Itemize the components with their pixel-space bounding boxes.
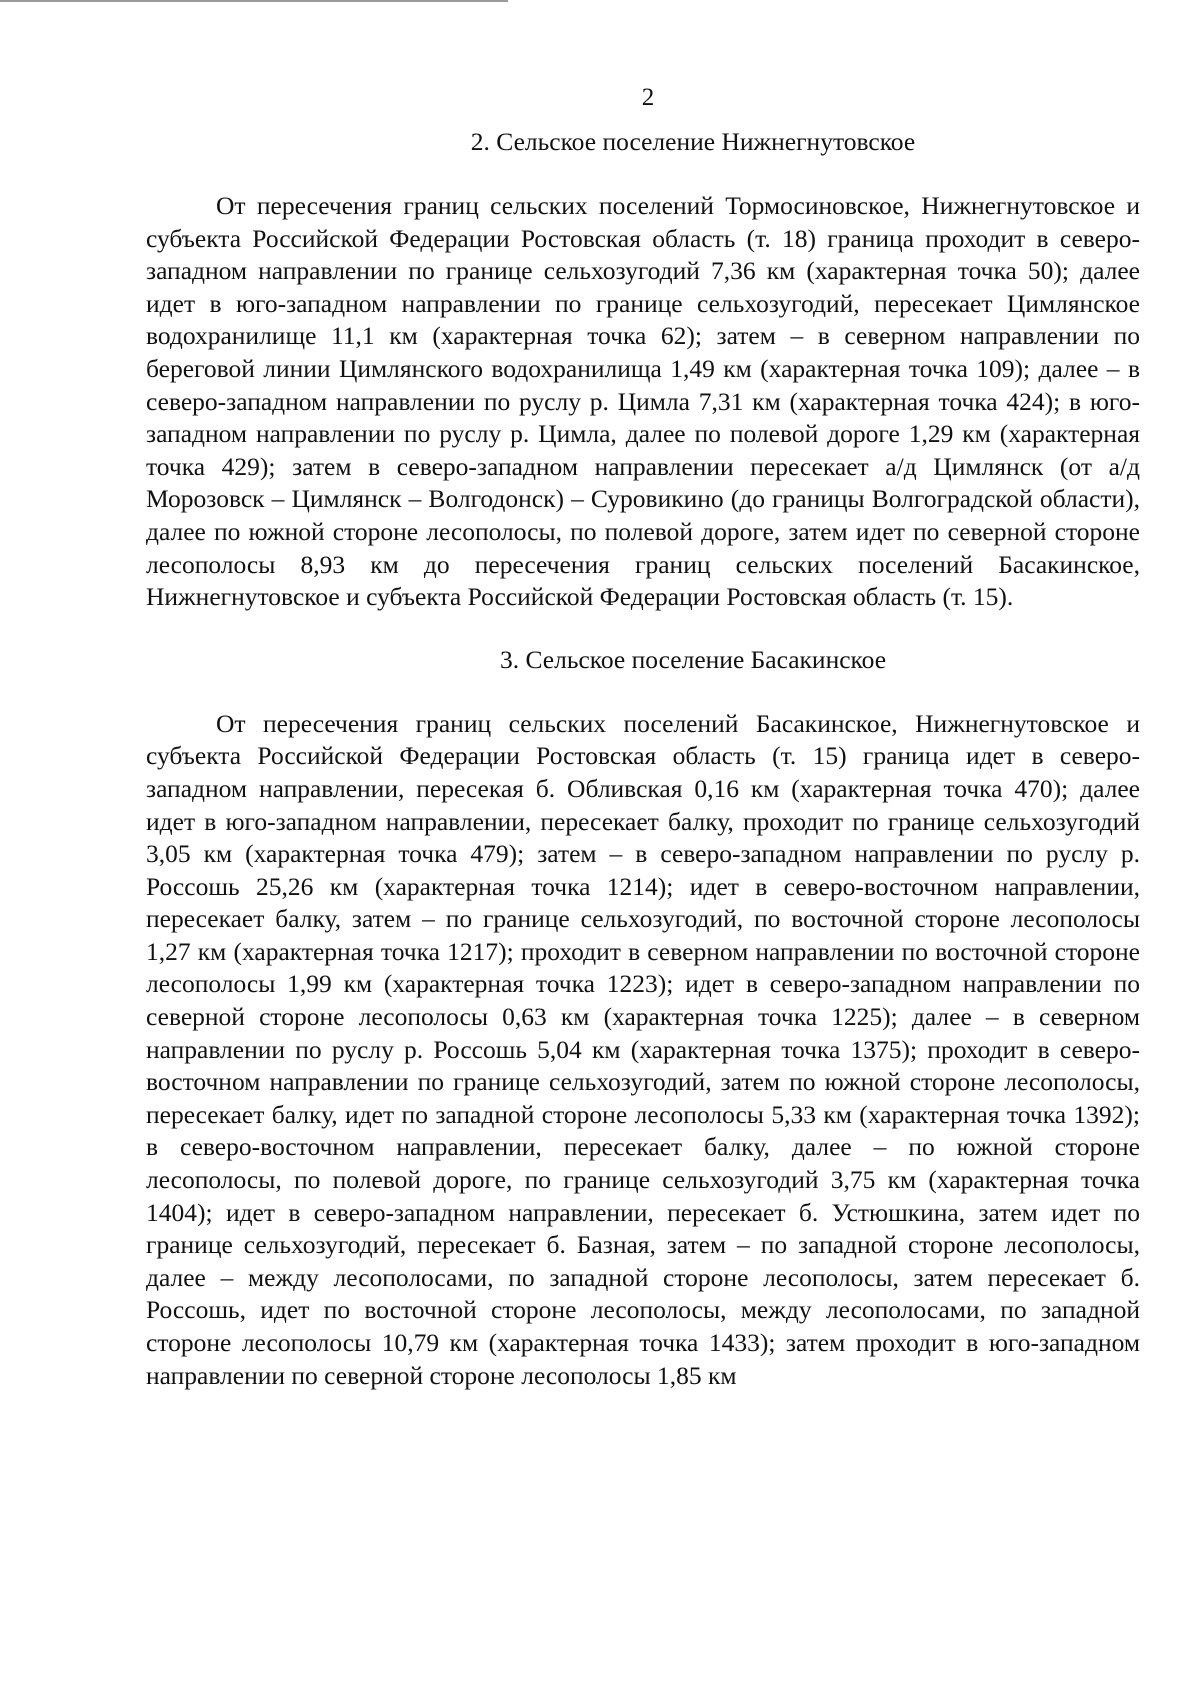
section-text-nizhnegnutovskoe: От пересечения границ сельских поселений Тормосиновское, Нижнегнутовское и субъекта Российской Федерации Ростовская область (т. 18) граница проходит в северо-западном направлении по границе сельхозугодий 7,36 км (характерная точка 50); далее идет в юго-западном направлении по границе сельхозугодий, пересекает Цимлянское водохранилище 11,1 км (характерная точка 62); затем – в северном направлении по береговой линии Цимлянского водохранилища 1,49 км (характерная точка 109); далее – в северо-западном направлении по руслу р. Цимла 7,31 км (характерная точка 424); в юго-западном направлении по руслу р. Цимла, далее по полевой дороге 1,29 км (характерная точка 429); затем в северо-западном направлении пересекает а/д Цимлянск (от а/д Морозовск – Цимлянск – Волгодонск) – Суровикино (до границы Волгоградской области), далее по южной стороне лесополосы, по полевой дороге, затем идет по северной стороне лесополосы 8,93 км до пересечения границ сельских поселений Басакинское, Нижнегнутовское и субъекта Российской Федерации Ростовская область (т. 15). — [146, 191, 1140, 612]
section-text-basakinskoe: От пересечения границ сельских поселений Басакинское, Нижнегнутовское и субъекта Российской Федерации Ростовская область (т. 15) граница идет в северо-западном направлении, пересекая б. Обливская 0,16 км (характерная точка 470); далее идет в юго-западном направлении, пересекает балку, проходит по границе сельхозугодий 3,05 км (характерная точка 479); затем – в северо-западном направлении по руслу р. Россошь 25,26 км (характерная точка 1214); идет в северо-восточном направлении, пересекает балку, затем – по границе сельхозугодий, по восточной стороне лесополосы 1,27 км (характерная точка 1217); проходит в северном направлении по восточной стороне лесополосы 1,99 км (характерная точка 1223); идет в северо-западном направлении по северной стороне лесополосы 0,63 км (характерная точка 1225); далее – в северном направлении по руслу р. Россошь 5,04 км (характерная точка 1375); проходит в северо-восточном направлении по границе сельхозугодий, затем по южной стороне лесополосы, пересекает балку, идет по западной стороне лесополосы 5,33 км (характерная точка 1392); в северо-восточном направлении, пересекает балку, далее – по южной стороне лесополосы, по полевой дороге, по границе сельхозугодий 3,75 км (характерная точка 1404); идет в северо-западном направлении, пересекает б. Устюшкина, затем идет по границе сельхозугодий, пересекает б. Базная, затем – по западной стороне лесополосы, далее – между лесополосами, по западной стороне лесополосы, затем пересекает б. Россошь, идет по восточной стороне лесополосы, между лесополосами, по западной стороне лесополосы 10,79 км (характерная точка 1433); затем проходит в юго-западном направлении по северной стороне лесополосы 1,85 км — [146, 708, 1140, 1390]
page-number: 2 — [641, 84, 655, 111]
section-heading-basakinskoe: 3. Сельское поселение Басакинское — [499, 644, 887, 674]
document-body — [146, 126, 1140, 1392]
section-heading-nizhnegnutovskoe: 2. Сельское поселение Нижнегнутовское — [470, 127, 916, 156]
top-edge-rule — [0, 0, 508, 2]
